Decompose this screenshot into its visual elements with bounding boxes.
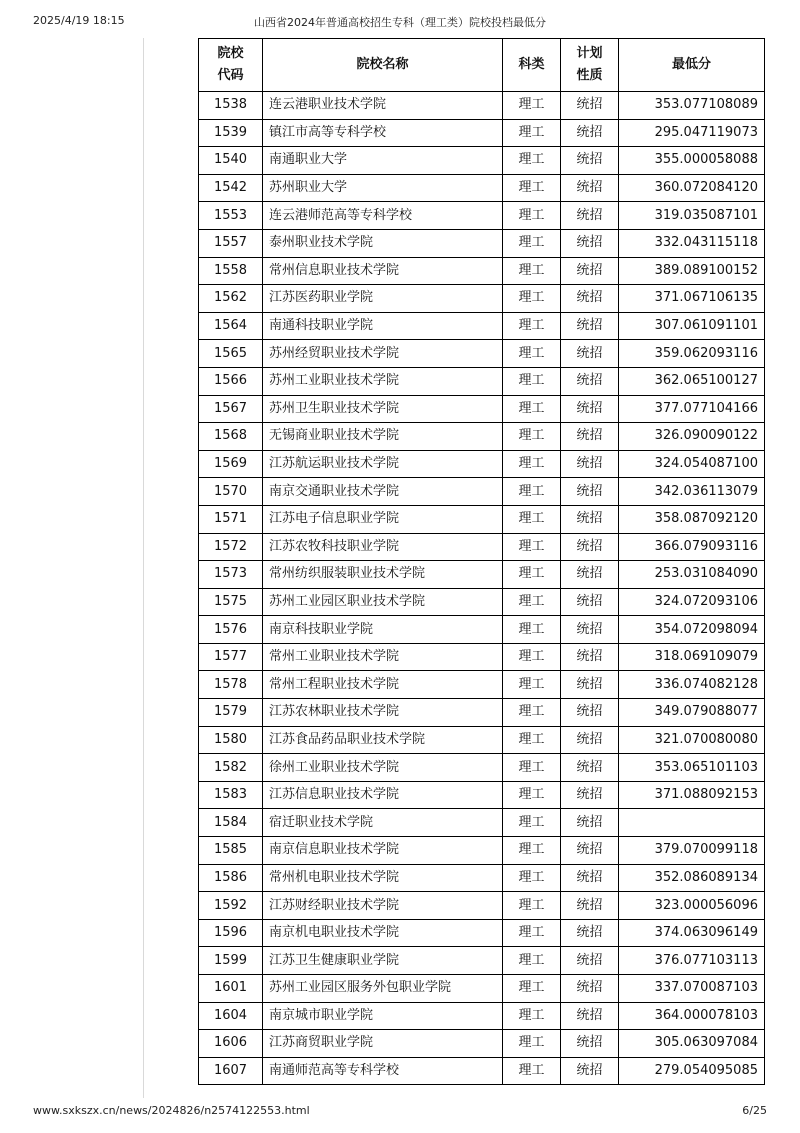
cell-plan-type: 统招: [561, 505, 619, 533]
cell-plan-type: 统招: [561, 699, 619, 727]
cell-category: 理工: [503, 671, 561, 699]
cell-category: 理工: [503, 285, 561, 313]
page-title: 山西省2024年普通高校招生专科（理工类）院校投档最低分: [254, 16, 546, 29]
cell-school-name: 宿迁职业技术学院: [263, 809, 503, 837]
cell-school-name: 苏州工业园区职业技术学院: [263, 588, 503, 616]
cell-category: 理工: [503, 781, 561, 809]
cell-category: 理工: [503, 809, 561, 837]
cell-school-name: 南京交通职业技术学院: [263, 478, 503, 506]
table-row: [199, 588, 765, 616]
cell-school-name: 江苏电子信息职业学院: [263, 505, 503, 533]
cell-school-code: 1579: [199, 699, 263, 727]
cell-school-code: 1569: [199, 450, 263, 478]
table-row: [199, 450, 765, 478]
cell-category: 理工: [503, 699, 561, 727]
cell-min-score: 371.067106135: [619, 285, 765, 313]
cell-school-name: 江苏信息职业技术学院: [263, 781, 503, 809]
table-row: [199, 340, 765, 368]
cell-min-score: 379.070099118: [619, 837, 765, 865]
cell-school-code: 1571: [199, 505, 263, 533]
cell-category: 理工: [503, 588, 561, 616]
cell-min-score: 349.079088077: [619, 699, 765, 727]
cell-school-code: 1577: [199, 643, 263, 671]
cell-school-code: 1584: [199, 809, 263, 837]
cell-school-code: 1567: [199, 395, 263, 423]
table-row: [199, 285, 765, 313]
cell-school-name: 江苏食品药品职业技术学院: [263, 726, 503, 754]
cell-min-score: 364.000078103: [619, 1002, 765, 1030]
cell-plan-type: 统招: [561, 1057, 619, 1085]
cell-plan-type: 统招: [561, 588, 619, 616]
cell-min-score: 326.090090122: [619, 423, 765, 451]
table-row: [199, 919, 765, 947]
table-row: [199, 561, 765, 589]
cell-school-name: 连云港师范高等专科学校: [263, 202, 503, 230]
table-row: [199, 1002, 765, 1030]
cell-plan-type: 统招: [561, 1030, 619, 1058]
cell-category: 理工: [503, 1057, 561, 1085]
cell-category: 理工: [503, 561, 561, 589]
cell-min-score: 352.086089134: [619, 864, 765, 892]
cell-category: 理工: [503, 229, 561, 257]
table-row: [199, 119, 765, 147]
header-type-line2: 性质: [576, 68, 603, 83]
cell-school-code: 1542: [199, 174, 263, 202]
cell-school-name: 泰州职业技术学院: [263, 229, 503, 257]
cell-school-name: 江苏商贸职业学院: [263, 1030, 503, 1058]
cell-min-score: 342.036113079: [619, 478, 765, 506]
cell-plan-type: 统招: [561, 533, 619, 561]
cell-category: 理工: [503, 340, 561, 368]
cell-min-score: 295.047119073: [619, 119, 765, 147]
cell-plan-type: 统招: [561, 561, 619, 589]
cell-min-score: 354.072098094: [619, 616, 765, 644]
cell-plan-type: 统招: [561, 643, 619, 671]
cell-school-code: 1566: [199, 367, 263, 395]
cell-category: 理工: [503, 892, 561, 920]
cell-min-score: 323.000056096: [619, 892, 765, 920]
cell-plan-type: 统招: [561, 616, 619, 644]
cell-school-name: 南京机电职业技术学院: [263, 919, 503, 947]
cell-category: 理工: [503, 1002, 561, 1030]
cell-category: 理工: [503, 174, 561, 202]
cell-school-code: 1592: [199, 892, 263, 920]
cell-min-score: 353.065101103: [619, 754, 765, 782]
table-row: [199, 257, 765, 285]
cell-plan-type: 统招: [561, 754, 619, 782]
table-row: [199, 726, 765, 754]
table-row: [199, 781, 765, 809]
cell-school-name: 江苏财经职业技术学院: [263, 892, 503, 920]
table-row: [199, 616, 765, 644]
cell-min-score: 253.031084090: [619, 561, 765, 589]
cell-category: 理工: [503, 367, 561, 395]
cell-school-name: 南京科技职业学院: [263, 616, 503, 644]
cell-min-score: 358.087092120: [619, 505, 765, 533]
cell-min-score: 305.063097084: [619, 1030, 765, 1058]
table-row: [199, 229, 765, 257]
cell-school-code: 1558: [199, 257, 263, 285]
cell-school-code: 1607: [199, 1057, 263, 1085]
cell-school-code: 1575: [199, 588, 263, 616]
cell-school-name: 江苏农牧科技职业学院: [263, 533, 503, 561]
header-category: 科类: [503, 39, 561, 92]
cell-min-score: 355.000058088: [619, 147, 765, 175]
table-row: [199, 367, 765, 395]
table-row: [199, 478, 765, 506]
cell-category: 理工: [503, 505, 561, 533]
cell-min-score: 324.054087100: [619, 450, 765, 478]
cell-plan-type: 统招: [561, 312, 619, 340]
cell-school-name: 常州信息职业技术学院: [263, 257, 503, 285]
cell-school-code: 1568: [199, 423, 263, 451]
table-row: [199, 147, 765, 175]
cell-category: 理工: [503, 616, 561, 644]
cell-school-code: 1596: [199, 919, 263, 947]
cell-school-name: 苏州工业职业技术学院: [263, 367, 503, 395]
cell-plan-type: 统招: [561, 975, 619, 1003]
cell-school-name: 苏州卫生职业技术学院: [263, 395, 503, 423]
cell-plan-type: 统招: [561, 257, 619, 285]
cell-plan-type: 统招: [561, 285, 619, 313]
admission-score-table: [198, 38, 765, 1085]
cell-plan-type: 统招: [561, 726, 619, 754]
cell-school-code: 1562: [199, 285, 263, 313]
table-row: [199, 174, 765, 202]
cell-min-score: 318.069109079: [619, 643, 765, 671]
table-row: [199, 837, 765, 865]
cell-category: 理工: [503, 478, 561, 506]
table-row: [199, 505, 765, 533]
cell-min-score: 332.043115118: [619, 229, 765, 257]
cell-plan-type: 统招: [561, 147, 619, 175]
cell-school-name: 南通科技职业学院: [263, 312, 503, 340]
cell-school-code: 1583: [199, 781, 263, 809]
cell-school-name: 江苏卫生健康职业学院: [263, 947, 503, 975]
table-row: [199, 423, 765, 451]
cell-min-score: 377.077104166: [619, 395, 765, 423]
cell-min-score: 362.065100127: [619, 367, 765, 395]
cell-school-code: 1553: [199, 202, 263, 230]
cell-school-name: 江苏医药职业学院: [263, 285, 503, 313]
cell-min-score: 319.035087101: [619, 202, 765, 230]
cell-plan-type: 统招: [561, 892, 619, 920]
cell-category: 理工: [503, 837, 561, 865]
cell-min-score: 321.070080080: [619, 726, 765, 754]
cell-category: 理工: [503, 919, 561, 947]
table-row: [199, 1030, 765, 1058]
cell-school-name: 常州工业职业技术学院: [263, 643, 503, 671]
page-url: www.sxkszx.cn/news/2024826/n2574122553.html: [33, 1104, 310, 1117]
cell-school-name: 苏州职业大学: [263, 174, 503, 202]
cell-school-code: 1606: [199, 1030, 263, 1058]
cell-category: 理工: [503, 643, 561, 671]
cell-school-code: 1573: [199, 561, 263, 589]
cell-category: 理工: [503, 947, 561, 975]
cell-school-name: 江苏农林职业技术学院: [263, 699, 503, 727]
cell-min-score: 337.070087103: [619, 975, 765, 1003]
table-row: [199, 395, 765, 423]
table-header-row: [199, 39, 765, 92]
cell-category: 理工: [503, 975, 561, 1003]
cell-school-name: 苏州工业园区服务外包职业学院: [263, 975, 503, 1003]
cell-min-score: 353.077108089: [619, 92, 765, 120]
page-number: 6/25: [742, 1104, 767, 1117]
cell-school-code: 1565: [199, 340, 263, 368]
table-row: [199, 809, 765, 837]
cell-category: 理工: [503, 92, 561, 120]
cell-plan-type: 统招: [561, 671, 619, 699]
table-row: [199, 643, 765, 671]
print-datetime: 2025/4/19 18:15: [33, 14, 125, 27]
cell-school-code: 1570: [199, 478, 263, 506]
cell-school-name: 南京信息职业技术学院: [263, 837, 503, 865]
table-row: [199, 699, 765, 727]
cell-plan-type: 统招: [561, 92, 619, 120]
table-row: [199, 864, 765, 892]
cell-category: 理工: [503, 754, 561, 782]
cell-school-name: 南通职业大学: [263, 147, 503, 175]
header-code-line2: 代码: [217, 68, 244, 83]
cell-min-score: 389.089100152: [619, 257, 765, 285]
cell-school-code: 1604: [199, 1002, 263, 1030]
cell-category: 理工: [503, 450, 561, 478]
cell-plan-type: 统招: [561, 864, 619, 892]
cell-school-code: 1586: [199, 864, 263, 892]
cell-school-code: 1557: [199, 229, 263, 257]
cell-school-code: 1582: [199, 754, 263, 782]
cell-min-score: 336.074082128: [619, 671, 765, 699]
cell-plan-type: 统招: [561, 809, 619, 837]
table-row: [199, 1057, 765, 1085]
cell-school-name: 无锡商业职业技术学院: [263, 423, 503, 451]
cell-category: 理工: [503, 1030, 561, 1058]
cell-school-name: 苏州经贸职业技术学院: [263, 340, 503, 368]
cell-plan-type: 统招: [561, 229, 619, 257]
table-row: [199, 947, 765, 975]
cell-plan-type: 统招: [561, 478, 619, 506]
cell-category: 理工: [503, 119, 561, 147]
cell-school-code: 1578: [199, 671, 263, 699]
cell-min-score: 366.079093116: [619, 533, 765, 561]
table-row: [199, 92, 765, 120]
table-row: [199, 533, 765, 561]
cell-category: 理工: [503, 312, 561, 340]
cell-school-code: 1599: [199, 947, 263, 975]
cell-min-score: 376.077103113: [619, 947, 765, 975]
cell-min-score: 359.062093116: [619, 340, 765, 368]
cell-plan-type: 统招: [561, 395, 619, 423]
cell-school-code: 1540: [199, 147, 263, 175]
cell-plan-type: 统招: [561, 1002, 619, 1030]
table-row: [199, 892, 765, 920]
cell-min-score: 360.072084120: [619, 174, 765, 202]
cell-school-code: 1585: [199, 837, 263, 865]
cell-plan-type: 统招: [561, 837, 619, 865]
cell-category: 理工: [503, 395, 561, 423]
cell-min-score: 374.063096149: [619, 919, 765, 947]
cell-plan-type: 统招: [561, 367, 619, 395]
cell-school-code: 1601: [199, 975, 263, 1003]
cell-school-code: 1576: [199, 616, 263, 644]
cell-plan-type: 统招: [561, 202, 619, 230]
cell-school-name: 南通师范高等专科学校: [263, 1057, 503, 1085]
margin-rule: [143, 38, 144, 1098]
cell-category: 理工: [503, 257, 561, 285]
cell-category: 理工: [503, 202, 561, 230]
cell-plan-type: 统招: [561, 947, 619, 975]
cell-school-name: 江苏航运职业技术学院: [263, 450, 503, 478]
cell-category: 理工: [503, 423, 561, 451]
cell-category: 理工: [503, 864, 561, 892]
table-row: [199, 312, 765, 340]
table-row: [199, 202, 765, 230]
cell-school-name: 镇江市高等专科学校: [263, 119, 503, 147]
cell-plan-type: 统招: [561, 340, 619, 368]
cell-category: 理工: [503, 726, 561, 754]
cell-min-score: 307.061091101: [619, 312, 765, 340]
cell-min-score: 371.088092153: [619, 781, 765, 809]
cell-school-name: 南京城市职业学院: [263, 1002, 503, 1030]
header-code-line1: 院校: [217, 46, 244, 61]
cell-school-code: 1572: [199, 533, 263, 561]
cell-school-code: 1580: [199, 726, 263, 754]
table-row: [199, 975, 765, 1003]
cell-school-name: 常州纺织服装职业技术学院: [263, 561, 503, 589]
header-type-line1: 计划: [576, 46, 603, 61]
header-plan-type: [561, 39, 619, 92]
cell-plan-type: 统招: [561, 919, 619, 947]
cell-school-name: 连云港职业技术学院: [263, 92, 503, 120]
cell-school-code: 1538: [199, 92, 263, 120]
header-school-name: 院校名称: [263, 39, 503, 92]
cell-school-name: 徐州工业职业技术学院: [263, 754, 503, 782]
cell-school-name: 常州机电职业技术学院: [263, 864, 503, 892]
cell-min-score: 324.072093106: [619, 588, 765, 616]
cell-school-code: 1539: [199, 119, 263, 147]
cell-category: 理工: [503, 147, 561, 175]
cell-plan-type: 统招: [561, 119, 619, 147]
table-row: [199, 671, 765, 699]
cell-min-score: [619, 809, 765, 837]
cell-plan-type: 统招: [561, 174, 619, 202]
cell-school-code: 1564: [199, 312, 263, 340]
cell-plan-type: 统招: [561, 423, 619, 451]
table-row: [199, 754, 765, 782]
cell-school-name: 常州工程职业技术学院: [263, 671, 503, 699]
cell-plan-type: 统招: [561, 450, 619, 478]
header-min-score: 最低分: [619, 39, 765, 92]
cell-min-score: 279.054095085: [619, 1057, 765, 1085]
header-school-code: [199, 39, 263, 92]
cell-category: 理工: [503, 533, 561, 561]
cell-plan-type: 统招: [561, 781, 619, 809]
